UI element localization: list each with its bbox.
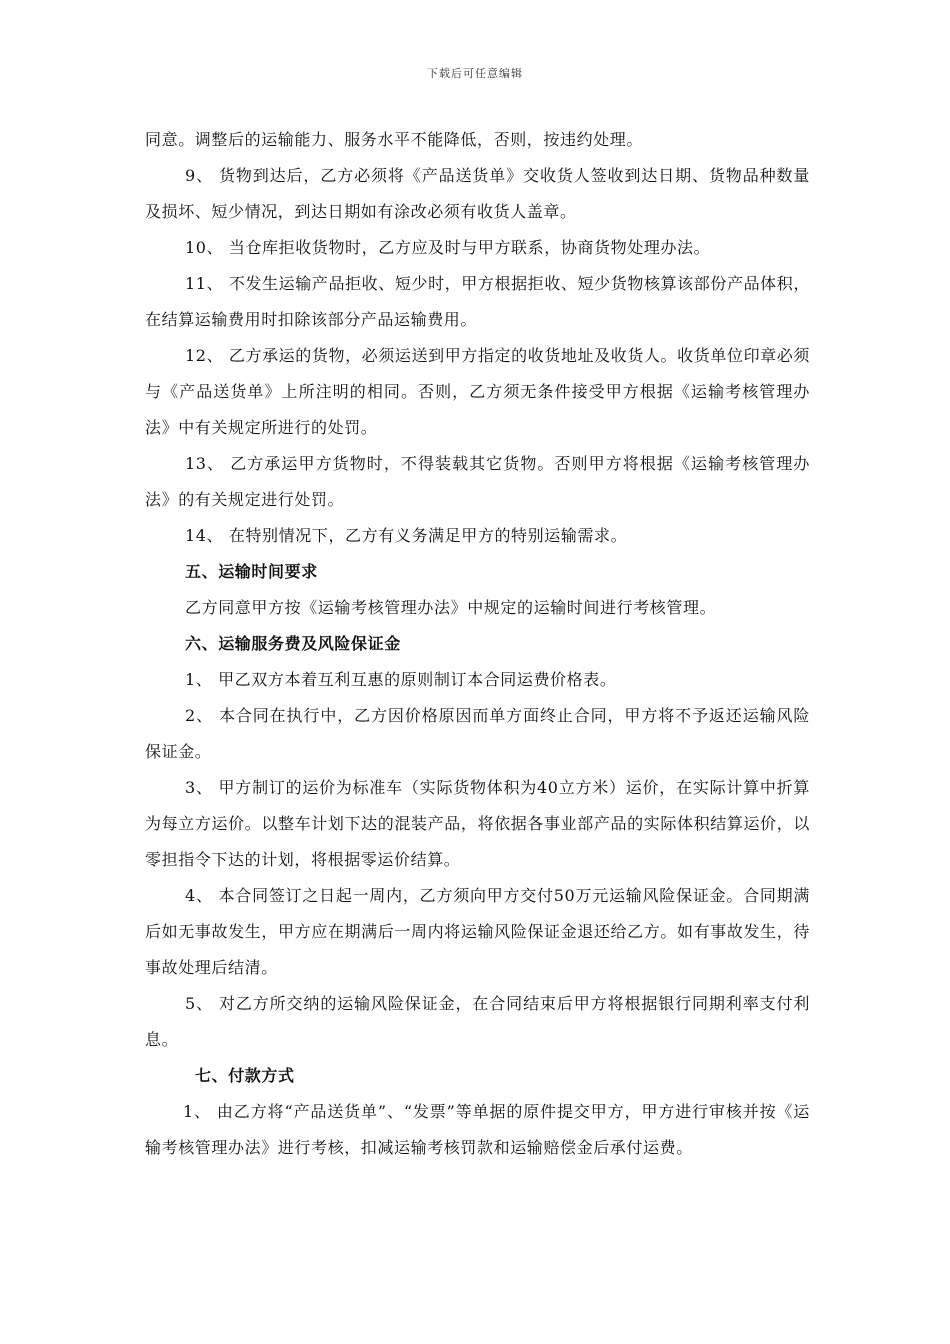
section-heading-5: 五、运输时间要求 <box>185 562 318 581</box>
clause-13: 13、 乙方承运甲方货物时，不得装载其它货物。否则甲方将根据《运输考核管理办法》的有关规定进行处罚。 <box>145 454 810 509</box>
paragraph: 同意。调整后的运输能力、服务水平不能降低，否则，按违约处理。 <box>145 130 644 149</box>
clause-9: 9、 货物到达后，乙方必须将《产品送货单》交收货人签收到达日期、货物品种数量及损坏、短少情况，到达日期如有涂改必须有收货人盖章。 <box>145 166 810 221</box>
section-6-clause-1: 1、 甲乙双方本着互利互惠的原则制订本合同运费价格表。 <box>185 670 617 689</box>
section-6-clause-4: 4、 本合同签订之日起一周内，乙方须向甲方交付50万元运输风险保证金。合同期满后如无事故发生，甲方应在期满后一周内将运输风险保证金退还给乙方。如有事故发生，待事故处理后结清。 <box>145 886 810 977</box>
section-7-clause-1: 1、 由乙方将“产品送货单”、“发票”等单据的原件提交甲方，甲方进行审核并按《运输考核管理办法》进行考核，扣减运输考核罚款和运输赔偿金后承付运费。 <box>145 1102 810 1157</box>
section-6-clause-5: 5、 对乙方所交纳的运输风险保证金，在合同结束后甲方将根据银行同期利率支付利息。 <box>145 994 810 1049</box>
clause-12: 12、 乙方承运的货物，必须运送到甲方指定的收货地址及收货人。收货单位印章必须与《产品送货单》上所注明的相同。否则，乙方须无条件接受甲方根据《运输考核管理办法》中有关规定所进行的处罚。 <box>145 346 810 437</box>
section-heading-6: 六、运输服务费及风险保证金 <box>185 634 401 653</box>
section-6-clause-2: 2、 本合同在执行中，乙方因价格原因而单方面终止合同，甲方将不予返还运输风险保证金。 <box>145 706 810 761</box>
section-heading-7: 七、付款方式 <box>195 1066 295 1085</box>
document-body <box>145 122 810 1166</box>
page-header: 下载后可任意编辑 <box>427 67 523 80</box>
section-6-clause-3: 3、 甲方制订的运价为标准车（实际货物体积为40立方米）运价，在实际计算中折算为每立方运价。以整车计划下达的混装产品，将依据各事业部产品的实际体积结算运价，以零担指令下达的计划，将根据零运价结算。 <box>145 778 810 869</box>
clause-10: 10、 当仓库拒收货物时，乙方应及时与甲方联系，协商货物处理办法。 <box>185 238 711 257</box>
section-5-text: 乙方同意甲方按《运输考核管理办法》中规定的运输时间进行考核管理。 <box>185 598 717 617</box>
clause-14: 14、 在特别情况下，乙方有义务满足甲方的特别运输需求。 <box>185 526 628 545</box>
clause-11: 11、 不发生运输产品拒收、短少时，甲方根据拒收、短少货物核算该部份产品体积，在结算运输费用时扣除该部分产品运输费用。 <box>145 274 810 329</box>
